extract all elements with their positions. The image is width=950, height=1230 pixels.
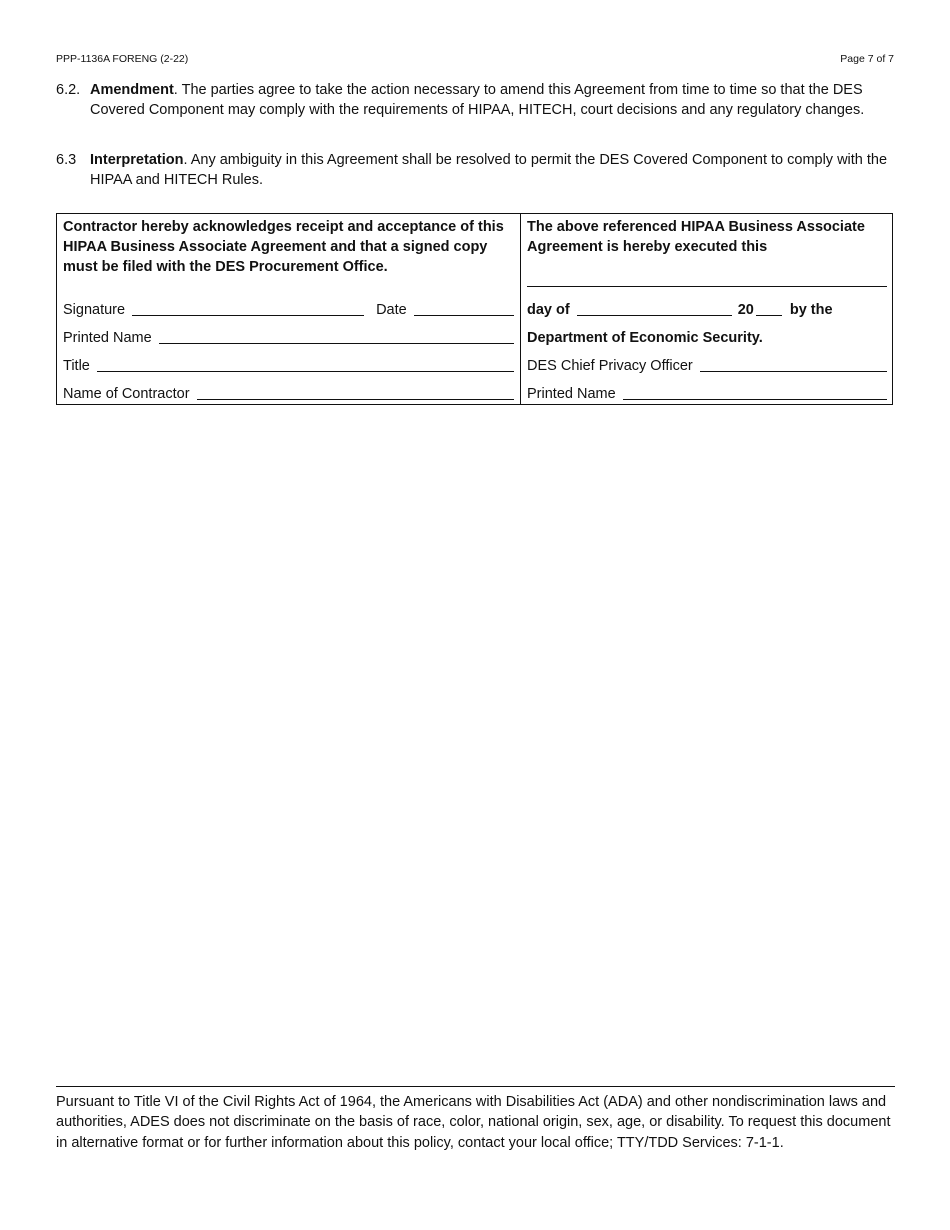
printed-name-field[interactable] — [159, 343, 514, 344]
section-number: 6.2. — [56, 82, 81, 98]
officer-printed-name-row — [527, 384, 887, 404]
contractor-acknowledgment: Contractor hereby acknowledges receipt and acceptance of this HIPAA Business Associate Agreement and that a signed copy must be filed with the DES Procurement Office. — [63, 219, 504, 275]
day-of-label: day of — [527, 302, 570, 318]
by-the-label: by the — [789, 302, 833, 318]
printed-name-row — [63, 328, 514, 348]
section-number: 6.3 — [56, 152, 77, 168]
page-number: Page 7 of 7 — [840, 53, 894, 65]
execution-date-row — [527, 300, 887, 320]
section-text: . The parties agree to take the action necessary to amend this Agreement from time to time so that the DES Covered Component may comply with the requirements of HIPAA, HITECH, court decisions and any regulatory changes. — [90, 82, 865, 118]
privacy-officer-row — [527, 356, 887, 376]
title-row — [63, 356, 514, 376]
contractor-name-row — [63, 384, 514, 404]
section-interpretation — [56, 150, 896, 190]
title-label: Title — [63, 358, 90, 374]
section-body — [90, 80, 896, 120]
printed-name-label: Printed Name — [63, 330, 152, 346]
date-label: Date — [376, 302, 407, 318]
signature-label: Signature — [63, 302, 126, 318]
privacy-officer-signature-field[interactable] — [700, 371, 887, 372]
execution-blank-line[interactable] — [527, 286, 887, 287]
year-prefix-label: 20 — [737, 302, 754, 318]
department-name: Department of Economic Security. — [527, 330, 763, 346]
section-amendment — [56, 80, 896, 120]
title-field[interactable] — [97, 371, 514, 372]
officer-printed-name-label: Printed Name — [527, 386, 616, 402]
officer-printed-name-field[interactable] — [623, 399, 887, 400]
column-divider — [520, 214, 521, 404]
date-field[interactable] — [414, 315, 514, 316]
contractor-name-field[interactable] — [197, 399, 514, 400]
contractor-name-label: Name of Contractor — [63, 386, 190, 402]
day-of-field[interactable] — [577, 315, 732, 316]
footer-divider — [56, 1086, 895, 1087]
section-heading: Amendment — [90, 82, 174, 98]
section-body — [90, 150, 896, 190]
form-id: PPP-1136A FORENG (2-22) — [56, 53, 189, 65]
nondiscrimination-notice: Pursuant to Title VI of the Civil Rights Act of 1964, the Americans with Disabilities Act (ADA) and other nondiscrimination laws and authorities, ADES does not discriminate on the basis of race, color, national origin, sex, age, or disability. To request this document in alternative format or for further information about this policy, contact your local office; TTY/TDD Services: 7-1-1. — [56, 1094, 891, 1151]
privacy-officer-label: DES Chief Privacy Officer — [527, 358, 693, 374]
year-field[interactable] — [756, 315, 782, 316]
section-text: . Any ambiguity in this Agreement shall be resolved to permit the DES Covered Component to comply with the HIPAA and HITECH Rules. — [90, 152, 888, 188]
signature-row — [63, 300, 514, 320]
signature-block — [56, 213, 893, 405]
department-row — [527, 328, 887, 348]
execution-statement: The above referenced HIPAA Business Associate Agreement is hereby executed this — [527, 219, 865, 255]
section-heading: Interpretation — [90, 152, 184, 168]
signature-field[interactable] — [132, 315, 364, 316]
